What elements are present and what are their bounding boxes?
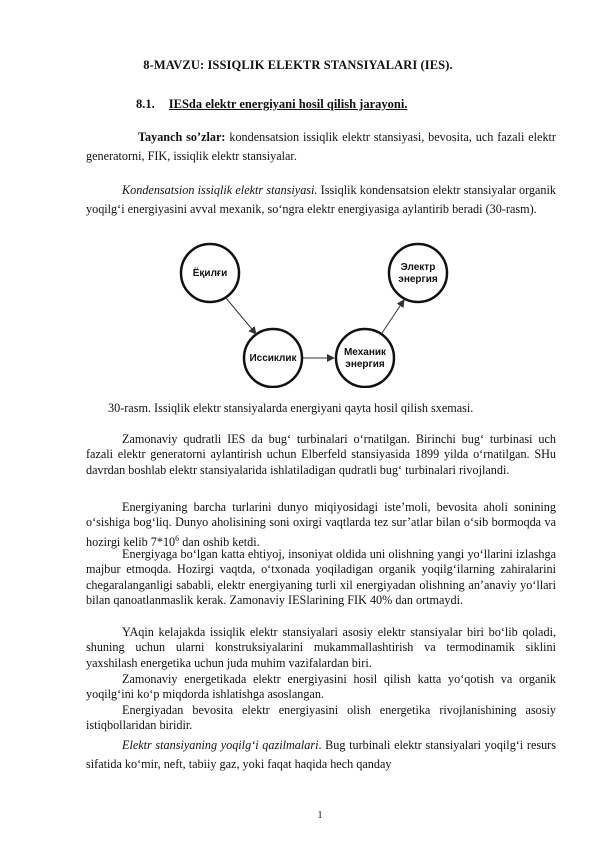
page-title: 8-MAVZU: ISSIQLIK ELEKTR STANSIYALARI (IES). (143, 58, 453, 72)
figure-caption: 30-rasm. Issiqlik elektr stansiyalarda energiyani qayta hosil qilish sxemasi. (108, 401, 474, 415)
section-heading (136, 97, 407, 112)
paragraph-4 (86, 625, 556, 671)
energy-conversion-diagram (160, 238, 460, 388)
intro-italic: Kondensatsion issiqlik elektr stansiyasi. (122, 183, 318, 197)
paragraph-3 (86, 547, 556, 609)
keywords-text: kondensatsion issiqlik elektr stansiyasi, bevosita, uch fazali elektr generatorni, FIK, issiqlik elektr stansiyalar. (86, 130, 556, 164)
intro-paragraph (86, 181, 556, 219)
heat-label: Иссиклик (249, 353, 297, 364)
mechanical-label-line2: энергия (345, 359, 385, 370)
paragraph-5 (86, 672, 556, 703)
paragraph-2-text-end: dan oshib ketdi. (179, 534, 260, 549)
electric-energy-node (389, 244, 447, 302)
keywords-label: Tayanch so’zlar: (138, 130, 226, 144)
paragraph-2 (86, 500, 556, 550)
arrow-fuel-to-heat (226, 298, 256, 334)
section-number: 8.1. (136, 97, 155, 111)
electric-label-line2: энергия (398, 274, 438, 285)
paragraph-3-text: Energiyaga bo‘lgan katta ehtiyoj, insoniyat oldida uni olishning yangi yo‘llarini izlashga majbur etmoqda. Hozirgi vaqtda, o‘txonada yoqiladigan organik yoqilg‘ilarning zahiralarini chegaralanganligi sababli, elektr energiyaning turli xil energiyadan olishning an’anaviy yo‘llari bilan qanoatlanmaslik kerak. Zamonaviy IESlarining FIK 40% dan ortmaydi. (86, 547, 556, 608)
section-title: IESda elektr energiyani hosil qilish jarayoni. (168, 97, 408, 111)
paragraph-2-text: Energiyaning barcha turlarini dunyo miqiyosidagi iste’moli, bevosita aholi sonining o‘sishiga bog‘liq. Dunyo aholisining soni oxirgi vaqtlarda tez sur’atlar bilan o‘sib bormoqda va hozirgi kelib 7*10 (86, 500, 556, 549)
keywords-paragraph (86, 128, 556, 166)
paragraph-7-text: . Bug turbinali elektr stansiyalari yoqilg‘i resurs sifatida ko‘mir, neft, tabiiy gaz, yoki faqat haqida hech qanday (86, 738, 556, 772)
paragraph-6 (86, 703, 556, 734)
paragraph-1 (86, 432, 556, 478)
paragraph-5-text: Zamonaviy energetikada elektr energiyasini hosil qilish katta yo‘qotish va organik yoqilg‘ini ko‘p miqdorda ishlatishga asoslangan. (86, 672, 556, 702)
mechanical-label-line1: Механик (343, 347, 387, 358)
paragraph-7 (86, 736, 556, 774)
paragraph-2-superscript: 6 (175, 533, 180, 543)
paragraph-4-text: YAqin kelajakda issiqlik elektr stansiyalari asosiy elektr stansiyalar biri bo‘lib qoladi, shuning uchun ularni konstruksiyalarini mukammallashtirish va termodinamik siklini yaxshilash energetika uchun juda muhim vazifalardan biri. (86, 625, 556, 670)
electric-label-line1: Электр (400, 262, 436, 273)
intro-text: Issiqlik kondensatsion elektr stansiyalar organik yoqilg‘i energiyasini avval mexanik, so‘ngra elektr energiyasiga aylantirib beradi (30-rasm). (86, 183, 556, 217)
page-number: 1 (317, 810, 323, 821)
arrow-mechanical-to-electric (382, 300, 404, 333)
paragraph-6-text: Energiyadan bevosita elektr energiyasini olish energetika rivojlanishining asosiy istiqbollaridan biridir. (86, 703, 556, 733)
paragraph-7-italic: Elektr stansiyaning yoqilg‘i qazilmalari (122, 738, 319, 752)
paragraph-1-text: Zamonaviy qudratli IES da bug‘ turbinalari o‘rnatilgan. Birinchi bug‘ turbinasi uch fazali elektr generatorni aylantirish uchun Elberfeld stansiyasida 1899 yilda o‘rnatilgan. SHu davrdan boshlab elektr stansiyalarida ishlatiladigan qudratli bug‘ turbinalari rivojlandi. (86, 432, 556, 477)
mechanical-energy-node (336, 329, 394, 387)
fuel-label: Ёқилғи (192, 268, 228, 279)
